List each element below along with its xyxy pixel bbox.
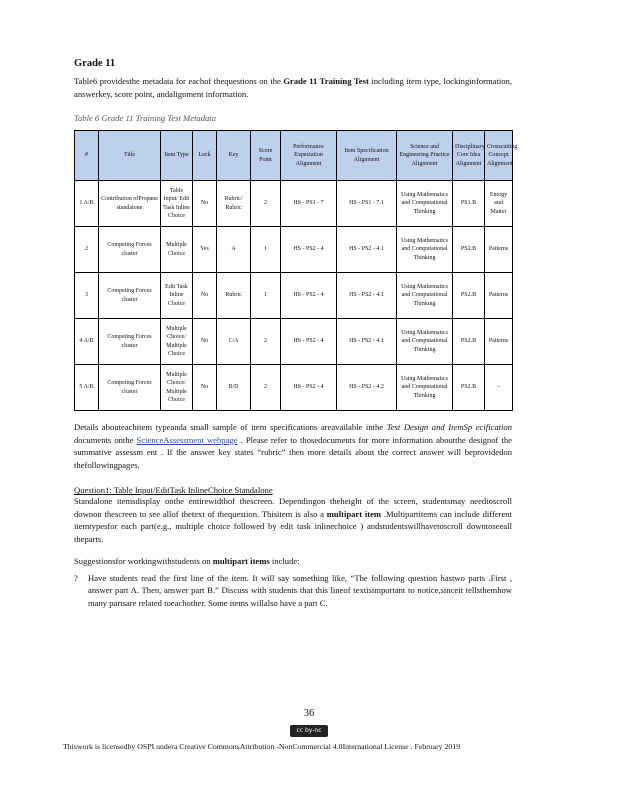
table-cell: A xyxy=(217,227,251,273)
column-header: Item Type xyxy=(161,131,193,181)
table-cell: PS2.B xyxy=(453,319,485,365)
table-cell: HS - PS2 - 4.1 xyxy=(337,273,397,319)
table-row xyxy=(75,319,513,365)
table-body xyxy=(75,181,513,411)
test-name: Grade 11 Training Test xyxy=(283,76,369,86)
table-cell: PS2.B xyxy=(453,365,485,411)
question-1-heading: Question1: Table Input/EditTask InlineChoice Standalone xyxy=(74,485,273,495)
column-header: # xyxy=(75,131,99,181)
science-assessment-link[interactable]: ScienceAssessment webpage xyxy=(136,434,238,445)
table-cell: No xyxy=(193,181,217,227)
table-cell: HS - PS2 - 4 xyxy=(281,365,337,411)
table-cell: HS - PS1 - 7 xyxy=(281,181,337,227)
table-cell: Competing Forces cluster xyxy=(99,273,161,319)
table-row xyxy=(75,227,513,273)
table-cell: Competing Forces cluster xyxy=(99,365,161,411)
column-header: Item Specification Alignment xyxy=(337,131,397,181)
table-caption: Table 6 Grade 11 Training Test Metadata xyxy=(74,113,216,123)
table-cell: HS - PS2 - 4.2 xyxy=(337,365,397,411)
table-cell: PS2.B xyxy=(453,273,485,319)
table-cell: Using Mathematics and Computational Thinking xyxy=(397,181,453,227)
intro-paragraph: Table6 providesthe metadata for eachof thequestions on the Grade 11 Training Test including item type, lockinginformation, answerkey, score point, andalignment information. xyxy=(74,76,512,99)
table-cell: HS - PS1 - 7.1 xyxy=(337,181,397,227)
table-cell: Rubric xyxy=(217,273,251,319)
table-cell: Competing Forces cluster xyxy=(99,227,161,273)
table-row xyxy=(75,365,513,411)
table-cell: No xyxy=(193,365,217,411)
table-cell: Multiple Choice xyxy=(161,227,193,273)
column-header: Science and Engineering Practice Alignment xyxy=(397,131,453,181)
table-cell: HS - PS2 - 4.1 xyxy=(337,227,397,273)
table-cell: 1 xyxy=(251,273,281,319)
table-cell: B/D xyxy=(217,365,251,411)
table-cell: – xyxy=(485,365,513,411)
table-cell: HS - PS2 - 4 xyxy=(281,227,337,273)
table-cell: PS2.B xyxy=(453,227,485,273)
table-cell: Patterns xyxy=(485,273,513,319)
table-cell: Edit Task Inline Choice xyxy=(161,273,193,319)
table-cell: Table Input/ Edit Task Inline Choice xyxy=(161,181,193,227)
table-row xyxy=(75,181,513,227)
table-row xyxy=(75,273,513,319)
table-cell: C/A xyxy=(217,319,251,365)
table-cell: Multiple Choice/ Multiple Choice xyxy=(161,319,193,365)
page-number: 36 xyxy=(303,708,315,719)
table-cell: 1 A/B xyxy=(75,181,99,227)
list-item-text: Have students read the first line of the item. It will say something like, “The following question hastwo parts .First , answer part A. Then, answer part B.” Discuss with students that this lineof textisimportant to notice,sinceit tellsthemhow many partsare related toeachother. Some items willalso have a part C. xyxy=(88,572,512,608)
column-header: Title xyxy=(99,131,161,181)
table-cell: HS - PS2 - 4 xyxy=(281,319,337,365)
column-header: Crosscutting Concept Alignment xyxy=(485,131,513,181)
table-cell: 5 A/B xyxy=(75,365,99,411)
table-cell: 2 xyxy=(251,181,281,227)
table-cell: Using Mathematics and Computational Thinking xyxy=(397,365,453,411)
table-cell: Patterns xyxy=(485,227,513,273)
table-cell: PS1.B xyxy=(453,181,485,227)
table-cell: No xyxy=(193,319,217,365)
grade-heading: Grade 11 xyxy=(74,58,116,69)
table-cell: 4 A/B xyxy=(75,319,99,365)
table-cell: Using Mathematics and Computational Thinking xyxy=(397,273,453,319)
table-cell: 2 xyxy=(75,227,99,273)
table-cell: Rubric/ Rubric xyxy=(217,181,251,227)
table-cell: Using Mathematics and Computational Thinking xyxy=(397,319,453,365)
table-cell: 2 xyxy=(251,365,281,411)
table-header-row xyxy=(75,131,513,181)
license-footer: Thiswork is licensedby OSPI undera Creative CommonsAttribution -NonCommercial 4.0International License . February 2019 xyxy=(63,742,461,751)
table-cell: Contribution ofPropane standalone xyxy=(99,181,161,227)
column-header: Disciplinary Core Idea Alignment xyxy=(453,131,485,181)
table-cell: No xyxy=(193,273,217,319)
creative-commons-badge: cc by-nc xyxy=(290,725,328,737)
column-header: Score Point xyxy=(251,131,281,181)
column-header: Lock xyxy=(193,131,217,181)
table-cell: HS - PS2 - 4 xyxy=(281,273,337,319)
table-cell: Yes xyxy=(193,227,217,273)
details-paragraph: Details abouteachitem typeanda small sample of item specifications areavailable inthe Test Design and ItemSp ecification documents onthe ScienceAssessment webpage . Please refer to thosedocuments for more information aboutthe designof the summative assessm ent . If the answer key states “rubric” then more details about the correct answer will beprovidedon thefollowingpages. xyxy=(74,422,512,470)
suggestions-list xyxy=(74,572,512,610)
column-header: Performance Expectation Alignment xyxy=(281,131,337,181)
table-cell: Energy and Matter xyxy=(485,181,513,227)
metadata-table xyxy=(74,130,518,411)
suggestions-intro: Suggestionsfor workingwithstudents on multipart items include: xyxy=(74,556,300,566)
list-item xyxy=(74,572,512,610)
table-cell: Competing Forces cluster xyxy=(99,319,161,365)
table-cell: 2 xyxy=(251,319,281,365)
column-header: Key xyxy=(217,131,251,181)
document-page xyxy=(74,58,518,609)
table-cell: HS - PS2 - 4.1 xyxy=(337,319,397,365)
question-1-paragraph: Standalone itemsdisplay onthe entirewidthof thescreen. Dependingon theheight of the screen, studentsmay needtoscroll downon thescreen to see allof thetext of thequestion. Thisitem is also a multipart item .Multipartitems can include different itemtypesfor each part(e.g., multiple choice followed by edit task inlinechoice ) andstudentswillhavetoscroll downtoseeall theparts. xyxy=(74,496,512,544)
table-cell: Multiple Choice/ Multiple Choice xyxy=(161,365,193,411)
table-cell: 1 xyxy=(251,227,281,273)
table-cell: 3 xyxy=(75,273,99,319)
bullet-glyph: ? xyxy=(74,572,78,583)
table-cell: Patterns xyxy=(485,319,513,365)
table-cell: Using Mathematics and Computational Thinking xyxy=(397,227,453,273)
